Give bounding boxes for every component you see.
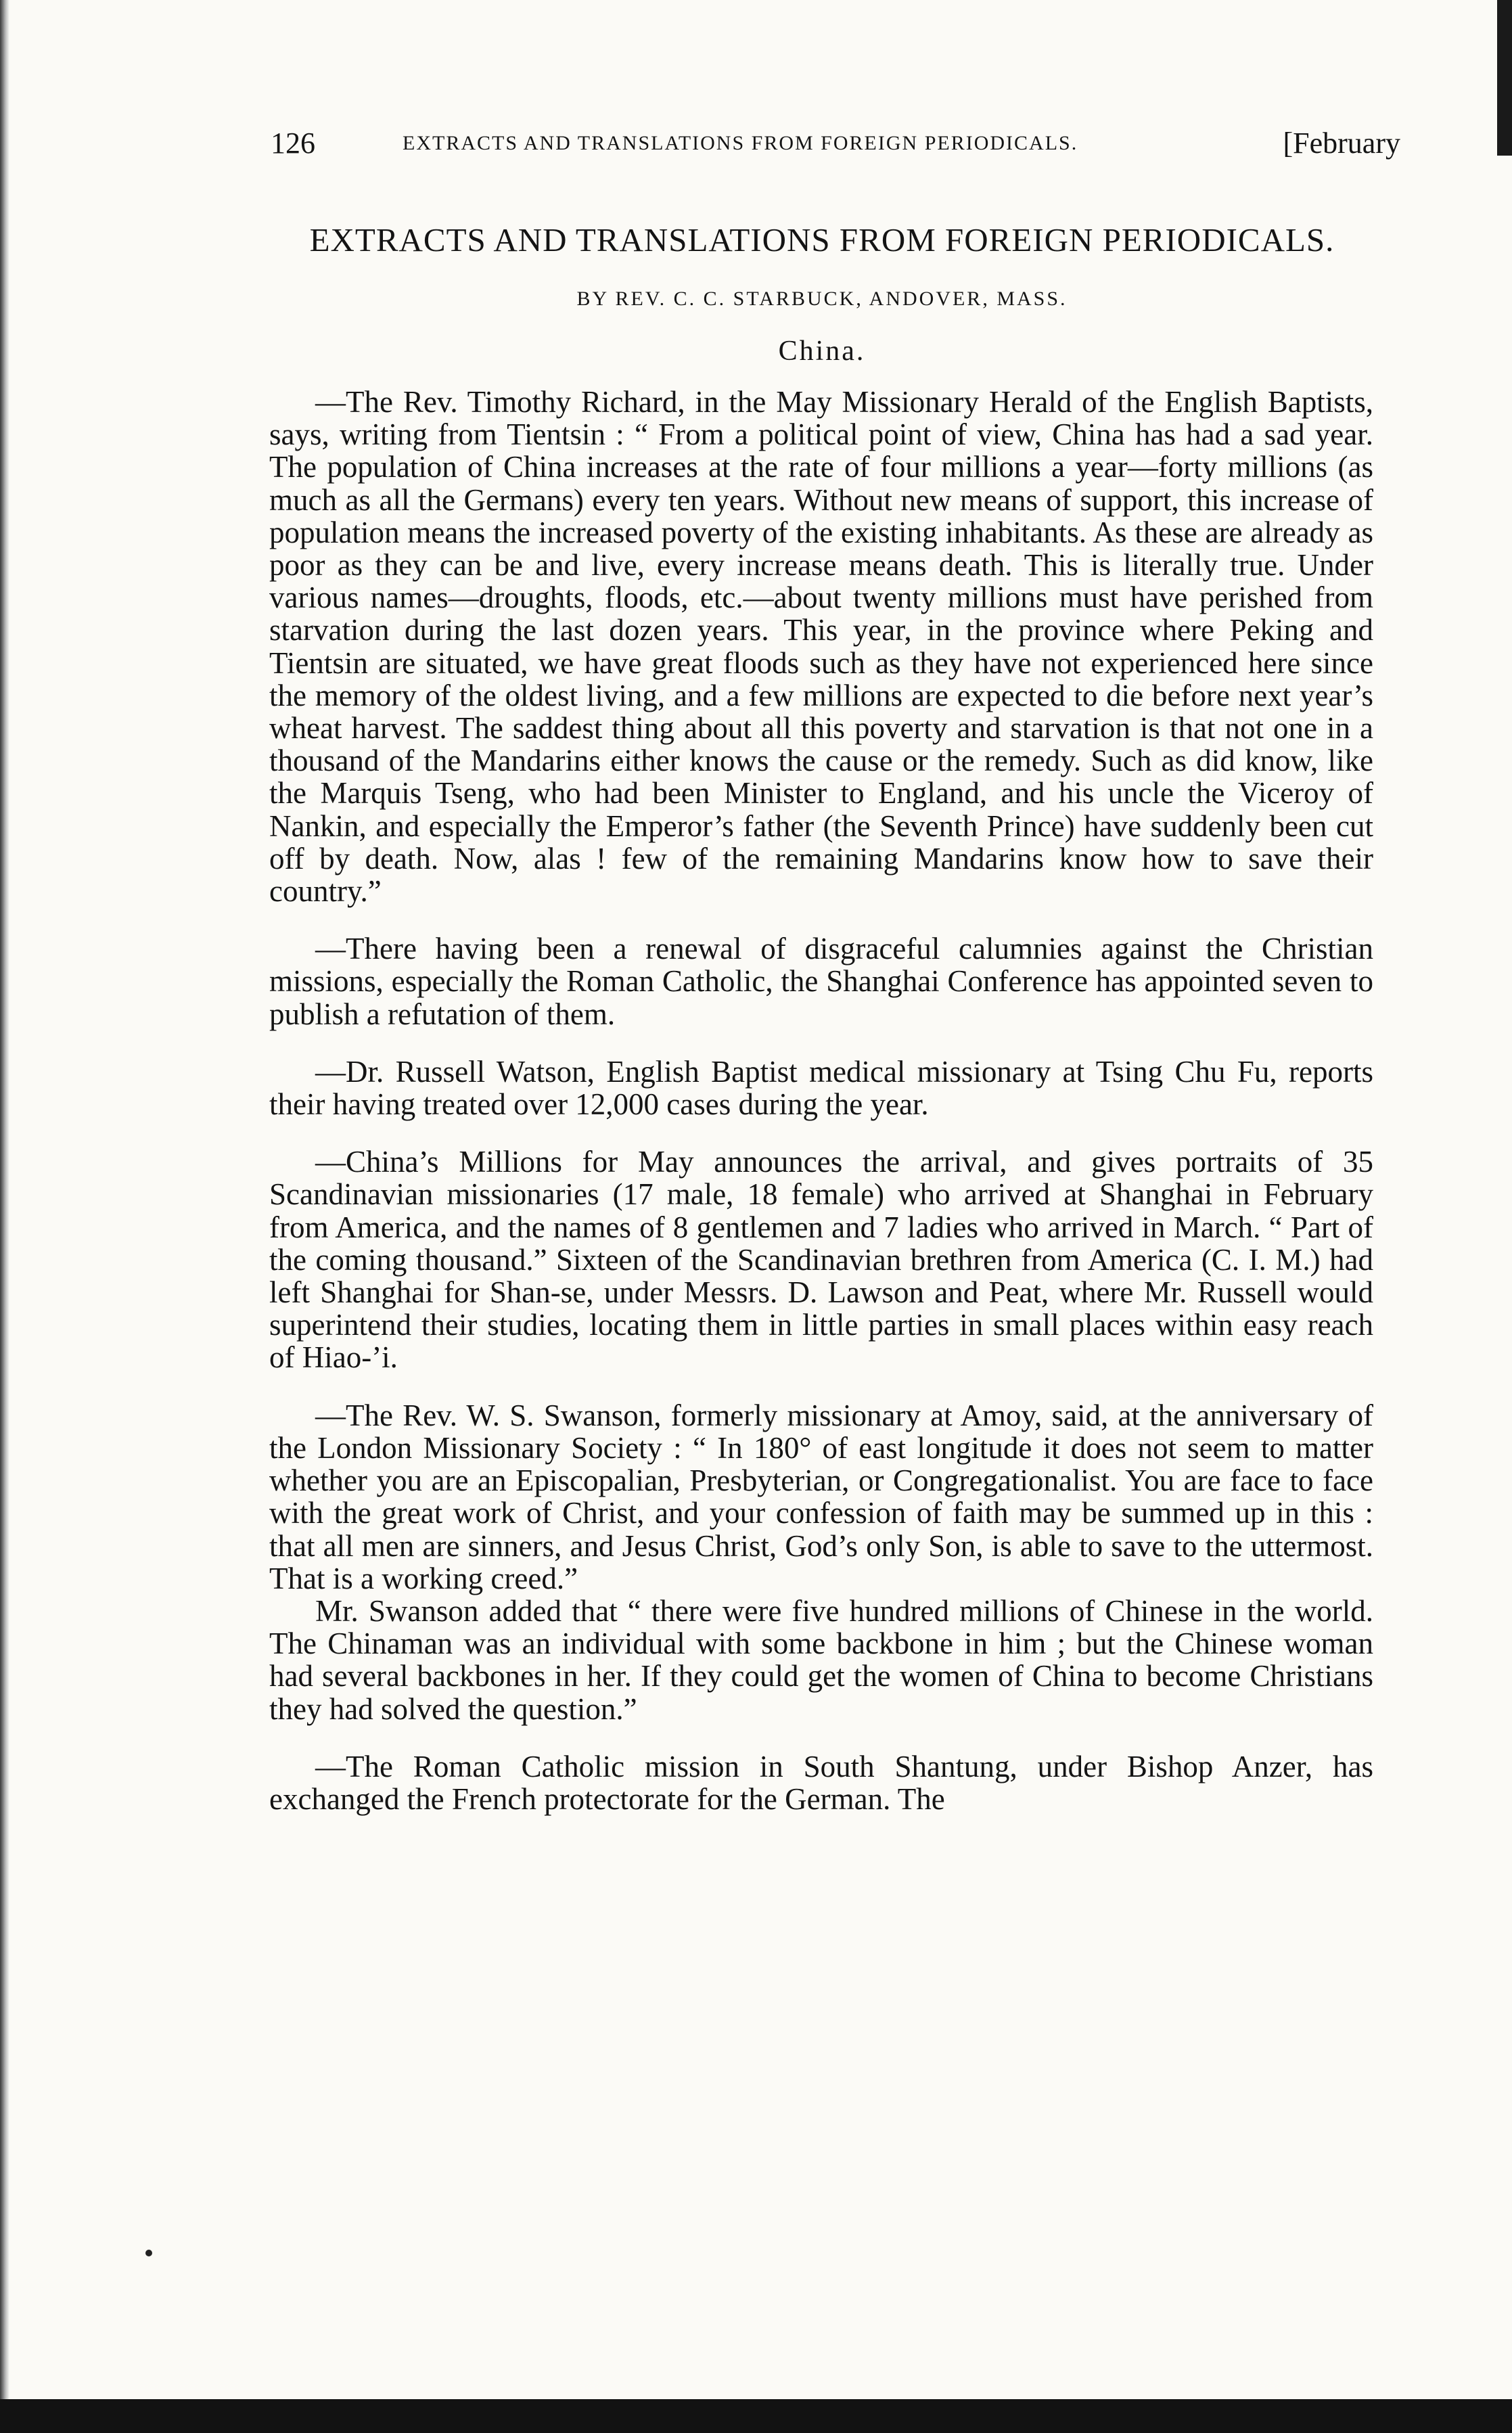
- article-title: EXTRACTS AND TRANSLATIONS FROM FOREIGN PERIODICALS.: [309, 221, 1335, 258]
- running-title: EXTRACTS AND TRANSLATIONS FROM FOREIGN PERIODICALS.: [403, 132, 1078, 154]
- paragraph-swanson: —The Rev. W. S. Swanson, formerly missionary at Amoy, said, at the anniversary of the London Missionary Society : “ In 180° of east longitude it does not seem to matter whether you are an Episcopalian, Presbyterian, or Congregationalist. You are face to face with the great work of Christ, and your confession of faith may be summed up in this : that all men are sinners, and Jesus Christ, God’s only Son, is able to save to the uttermost. That is a working creed.”: [269, 1398, 1373, 1595]
- issue-month: [February: [1283, 127, 1400, 160]
- scan-speck: [145, 2250, 152, 2256]
- paragraph-chinas-millions: —China’s Millions for May announces the arrival, and gives portraits of 35 Scandinavian missionaries (17 male, 18 female) who arrived at Shanghai in February from America, and the names of 8 gentlemen and 7 ladies who arrived in March. “ Part of the coming thousand.” Sixteen of the Scandinavian brethren from America (C. I. M.) had left Shanghai for Shan-se, under Messrs. D. Lawson and Peat, where Mr. Russell would superintend their studies, locating them in little parties in small places within easy reach of Hiao-’i.: [269, 1145, 1373, 1375]
- article-body: [269, 386, 1373, 1840]
- paragraph-shantung: —The Roman Catholic mission in South Shantung, under Bishop Anzer, has exchanged the French protectorate for the German. The: [269, 1749, 1373, 1816]
- scan-bottom-edge: [0, 2399, 1512, 2433]
- paragraph-calumnies: —There having been a renewal of disgraceful calumnies against the Christian missions, especially the Roman Catholic, the Shanghai Conference has appointed seven to publish a refutation of them.: [269, 932, 1373, 1031]
- scan-left-edge: [0, 0, 9, 2433]
- running-header: [271, 123, 1400, 164]
- paragraph-swanson-continued: Mr. Swanson added that “ there were five hundred millions of Chinese in the world. The Chinaman was an individual with some backbone in him ; but the Chinese woman had several backbones in her. If they could get the women of China to become Christians they had solved the question.”: [269, 1593, 1373, 1726]
- article-byline: BY REV. C. C. STARBUCK, ANDOVER, MASS.: [576, 288, 1068, 310]
- section-heading: China.: [778, 336, 866, 367]
- page-number: 126: [271, 127, 315, 160]
- scan-right-edge: [1497, 0, 1512, 156]
- paragraph-watson: —Dr. Russell Watson, English Baptist medical missionary at Tsing Chu Fu, reports their having treated over 12,000 cases during the year.: [269, 1054, 1373, 1122]
- paragraph-richard: —The Rev. Timothy Richard, in the May Missionary Herald of the English Baptists, says, writing from Tientsin : “ From a political point of view, China has had a sad year. The population of China increases at the rate of four millions a year—forty millions (as much as all the Germans) every ten years. Without new means of support, this increase of population means the increased poverty of the existing inhabitants. As these are already as poor as they can be and live, every increase means death. This is literally true. Under various names—droughts, floods, etc.—about twenty millions must have perished from starvation during the last dozen years. This year, in the province where Peking and Tientsin are situated, we have great floods such as they have not experienced here since the memory of the oldest living, and a few millions are expected to die before next year’s wheat harvest. The saddest thing about all this poverty and starvation is that not one in a thousand of the Mandarins either knows the cause or the remedy. Such as did know, like the Marquis Tseng, who had been Minister to England, and his uncle the Viceroy of Nankin, and especially the Emperor’s father (the Seventh Prince) have suddenly been cut off by death. Now, alas ! few of the remaining Mandarins know how to save their country.”: [269, 385, 1373, 909]
